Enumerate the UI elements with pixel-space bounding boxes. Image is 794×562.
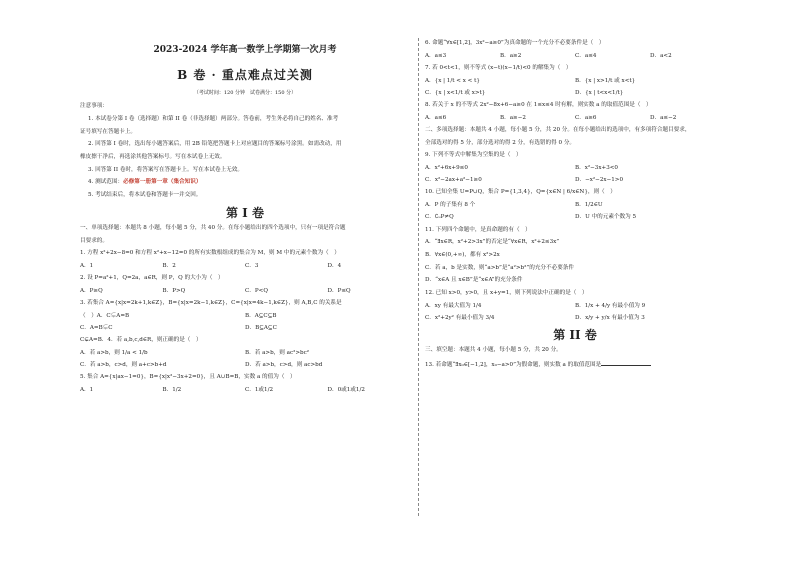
- note-5: 5. 考试结束后，将本试卷和答题卡一并交回。: [88, 192, 202, 199]
- q3-option-d: D．B⊆A⊆C: [245, 324, 277, 331]
- note-1a: 1. 本试卷分第 I 卷（选择题）和第 II 卷（非选择题）两部分。答卷前，考生务必将自己的姓名、准考: [88, 115, 339, 122]
- q10-option-a: A．P 的子集有 8 个: [425, 202, 476, 209]
- question-7: 7. 若 0<t<1，则不等式 (x−t)(x−1/t)<0 的解集为（ ）: [425, 64, 572, 71]
- q2-option-b: B．P>Q: [162, 287, 186, 294]
- question-9-options-row1: [425, 165, 725, 172]
- q9-option-a: A．x²+6x+9≤0: [425, 165, 468, 172]
- q11-option-b: B．∀x∈(0,+∞)，都有 x²>2x: [425, 251, 500, 258]
- left-column: [80, 40, 410, 399]
- question-4-options-row2: [80, 362, 410, 369]
- question-3-options-row1: [80, 313, 410, 320]
- question-7-options-row2: [425, 90, 725, 97]
- note-4: 4. 测试范围：必修第一册第一章（集合知识）: [88, 179, 202, 186]
- q7-option-d: D．{x | t<x<1/t}: [575, 89, 624, 96]
- q4-option-b: B．若 a>b，则 ac²>bc²: [245, 349, 309, 356]
- question-12: 12. 已知 x>0，y>0，且 x+y=1，则下列说法中正确的是（ ）: [425, 290, 588, 297]
- question-7-options-row1: [425, 78, 725, 85]
- q2-option-c: C．P<Q: [245, 287, 268, 294]
- q6-option-c: C．a≤4: [575, 52, 597, 59]
- q8-option-b: B．a≥−2: [500, 114, 526, 121]
- section2-intro-a: 二、多项选择题：本题共 4 小题，每小题 5 分，共 20 分。在每小题给出的选项中，有多项符合题目要求，: [425, 126, 691, 133]
- q10-option-b: B．1/2∈U: [575, 202, 603, 209]
- note-2b: 橡皮擦干净后，再选涂其他答案标号。写在本试卷上无效。: [80, 154, 226, 161]
- q1-option-a: A．1: [80, 262, 94, 269]
- q7-option-b: B．{x | x>1/t 或 x<t}: [575, 77, 636, 84]
- q12-option-d: D．x/y + y/x 有最小值为 3: [575, 314, 645, 321]
- q2-option-d: D．P≤Q: [327, 287, 351, 294]
- section3-intro: 三、填空题：本题共 4 小题，每小题 5 分，共 20 分。: [425, 347, 562, 354]
- part2-heading: 第 II 卷: [553, 328, 597, 343]
- q8-option-c: C．a≥6: [575, 114, 597, 121]
- question-9-options-row2: [425, 177, 725, 184]
- q1-option-b: B．2: [162, 262, 176, 269]
- q5-option-d: D．0或1或1/2: [327, 386, 365, 393]
- answer-blank[interactable]: [601, 360, 651, 366]
- q9-option-b: B．x²−3x+3<0: [575, 165, 618, 172]
- question-11: 11. 下列四个命题中，是真命题的有（ ）: [425, 226, 531, 233]
- q12-option-b: B．1/x + 4/y 有最小值为 9: [575, 302, 646, 309]
- q2-option-a: A．P≥Q: [80, 287, 103, 294]
- q3-option-c: C．A=B⊊C: [80, 324, 113, 331]
- q3-option-a: （ ）A．C⊊A=B: [80, 312, 130, 319]
- question-6-options: [425, 53, 725, 60]
- exam-info: （考试时间：120 分钟 试卷满分：150 分）: [193, 90, 297, 96]
- q11-option-d: D．“x∈A 且 x∈B”是“x∈A”的充分条件: [425, 277, 523, 284]
- question-5-options: [80, 387, 410, 394]
- q4-option-a: A．若 a>b，则 1/a < 1/b: [80, 349, 148, 356]
- q5-option-c: C．1或1/2: [245, 386, 274, 393]
- section1-intro-b: 目要求的。: [80, 237, 108, 244]
- q10-option-c: C．∁ᵤP≠Q: [425, 214, 454, 221]
- question-3-options-row2: [80, 325, 410, 332]
- exam-subtitle: B 卷 · 重点难点过关测: [177, 68, 313, 82]
- question-10-options-row2: [425, 214, 725, 221]
- exam-title: 2023-2024 学年高一数学上学期第一次月考: [153, 45, 337, 55]
- question-10: 10. 已知全集 U=P∪Q，集合 P={1,3,4}，Q={x∈N | 6/x∈N}，则（ ）: [425, 189, 616, 196]
- q4-option-d: D．若 a>b，c>d，则 ac>bd: [245, 362, 323, 369]
- q6-option-d: D．a<2: [650, 52, 672, 59]
- part1-heading: 第 I 卷: [226, 205, 264, 220]
- question-13: 13. 若命题“∃x₀∈[−1,2]，x₀−a>0”为假命题，则实数 a 的取值范围是: [425, 360, 725, 369]
- q7-option-a: A．{x | 1/t < x < t}: [425, 77, 480, 84]
- question-8-options: [425, 115, 725, 122]
- q9-option-c: C．x²−2ax+a²−1≥0: [425, 177, 482, 184]
- q5-option-a: A．1: [80, 386, 94, 393]
- question-3: 3. 若集合 A={x|x=2k+1,k∈Z}，B={x|x=2k−1,k∈Z}，C={x|x=4k−1,k∈Z}，则 A,B,C 的关系是: [80, 300, 342, 307]
- note-1b: 证号填写在答题卡上。: [80, 128, 136, 135]
- column-divider: [418, 38, 419, 516]
- q4-option-c: C．若 a>b，c>d，则 a+c>b+d: [80, 362, 167, 369]
- q1-option-d: D．4: [327, 262, 342, 269]
- right-column: [425, 40, 725, 375]
- q1-option-c: C．3: [245, 262, 259, 269]
- section1-intro-a: 一、单项选择题：本题共 8 小题，每小题 5 分，共 40 分。在每小题给出的四个选项中，只有一项是符合题: [80, 224, 346, 231]
- question-4: C⊊A=B．4．若 a,b,c,d∈R，则正确的是（ ）: [80, 337, 202, 344]
- note-2a: 2. 回答第 I 卷时，选出每小题答案后，用 2B 铅笔把答题卡上对应题目的答案标号涂黑。如需改动，用: [88, 141, 342, 148]
- q11-option-c: C．若 a，b 是实数，则“a>b”是“a²>b²”的充分不必要条件: [425, 264, 574, 271]
- q6-option-b: B．a≥2: [500, 52, 522, 59]
- question-2: 2. 设 P=a²+1，Q=2a，a∈R，则 P，Q 的大小为（ ）: [80, 275, 224, 282]
- question-1-options: [80, 263, 410, 270]
- q12-option-c: C．x²+2y² 有最小值为 3/4: [425, 314, 495, 321]
- note-3: 3. 回答第 II 卷时，将答案写在答题卡上。写在本试卷上无效。: [88, 166, 243, 173]
- q8-option-a: A．a≤6: [425, 114, 447, 121]
- question-10-options-row1: [425, 202, 725, 209]
- q7-option-c: C．{x | x<1/t 或 x>t}: [425, 89, 486, 96]
- q6-option-a: A．a≤3: [425, 52, 447, 59]
- q11-option-a: A．“∃x∈R，x²+2>3x”的否定是“∀x∈R，x²+2≤3x”: [425, 239, 560, 246]
- section2-intro-b: 全部选对的得 5 分，部分选对的得 2 分，有选错的得 0 分。: [425, 139, 576, 146]
- question-12-options-row1: [425, 303, 725, 310]
- question-4-options-row1: [80, 350, 410, 357]
- question-1: 1. 方程 x²+2x−8=0 和方程 x²+x−12=0 的所有实数根组成的集合为 M，则 M 中的元素个数为（ ）: [80, 250, 340, 257]
- q10-option-d: D．U 中的元素个数为 5: [575, 214, 637, 221]
- test-range: 必修第一册第一章（集合知识）: [123, 179, 202, 186]
- question-6: 6. 命题“∀x∈[1,2]，3x²−a≥0”为真命题的一个充分不必要条件是（ ）: [425, 40, 605, 46]
- q8-option-d: D．a≤−2: [650, 114, 677, 121]
- question-5: 5. 集合 A={x|ax−1=0}，B={x|x²−3x+2=0}，且 A∪B=B，实数 a 的值为（ ）: [80, 374, 296, 381]
- notes-heading: 注意事项：: [80, 103, 108, 110]
- q9-option-d: D．−x²−2x−1>0: [575, 177, 624, 184]
- question-9: 9. 下列不等式中解集为空集的是（ ）: [425, 152, 522, 159]
- q3-option-b: B．A⊆C⊆B: [245, 312, 277, 319]
- q5-option-b: B．1/2: [162, 386, 182, 393]
- question-12-options-row2: [425, 315, 725, 322]
- question-2-options: [80, 288, 410, 295]
- q12-option-a: A．xy 有最大值为 1/4: [425, 302, 482, 309]
- question-8: 8. 若关于 x 的不等式 2x²−8x+6−a≥0 在 1≤x≤4 时有解，则实数 a 的取值范围是（ ）: [425, 102, 652, 109]
